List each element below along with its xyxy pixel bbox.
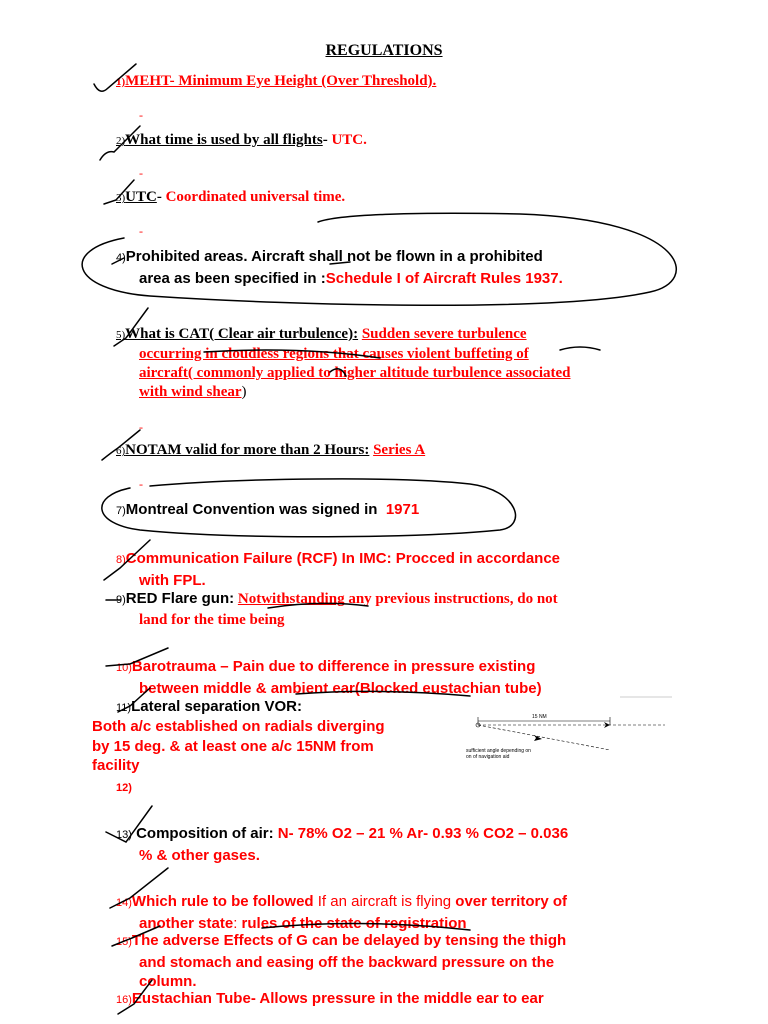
- vor-separation-diagram: [460, 705, 670, 765]
- item-number: 6): [116, 445, 126, 457]
- item-number: 2): [116, 135, 126, 147]
- item-answer: any previous instructions, do not: [344, 591, 558, 607]
- item-answer: rules of the state of registration: [241, 914, 467, 932]
- item-10: [116, 657, 542, 698]
- item-answer-line: land for the time being: [139, 611, 285, 628]
- item-question: MEHT- Minimum Eye Height (Over Threshold).: [125, 73, 437, 89]
- item-answer-mid: over territory of: [455, 893, 567, 910]
- item-answer-line: aircraft( commonly applied to higher altitude turbulence associated: [139, 365, 571, 381]
- dash-separator: -: [139, 108, 143, 122]
- item-answer-line: column.: [139, 973, 197, 990]
- item-answer-mid-2: another state: [139, 914, 234, 932]
- item-answer-line: with wind shear: [139, 384, 242, 400]
- item-question: UTC: [125, 189, 157, 205]
- item-number: 16): [116, 994, 132, 1006]
- item-15: [116, 931, 566, 992]
- item-number: 3): [116, 192, 126, 204]
- item-number: 7): [116, 505, 126, 517]
- item-answer: 1971: [385, 501, 420, 518]
- item-answer: Series A: [373, 442, 426, 458]
- item-question: Prohibited areas. Aircraft shall not be flown in a prohibited: [125, 248, 543, 265]
- item-question-cont: area as been specified in :: [139, 269, 326, 287]
- diagram-distance-label: 15 NM: [532, 714, 547, 720]
- item-answer-line: % & other gases.: [139, 846, 260, 864]
- page-title: REGULATIONS: [325, 42, 443, 59]
- item-number: 14): [116, 897, 132, 909]
- item-answer-line: Both a/c established on radials diverging: [92, 718, 385, 735]
- item-11: [116, 697, 302, 719]
- item-number: 5): [116, 329, 126, 341]
- item-16: [116, 989, 544, 1011]
- item-tail: ): [241, 384, 247, 400]
- diagram-aircraft-2: [534, 735, 542, 741]
- item-number: 1): [116, 76, 126, 88]
- diagram-angle-label-2: on of navigation aid: [466, 754, 510, 760]
- item-number: 4): [116, 252, 126, 264]
- item-separator: -: [156, 189, 162, 205]
- item-number: 10): [116, 662, 132, 674]
- item-11-answer: [92, 717, 385, 776]
- item-answer: Sudden severe turbulence: [361, 326, 527, 342]
- item-question: What time is used by all flights: [125, 132, 323, 148]
- item-answer-line: between middle & ambient ear(Blocked eustachian tube): [139, 679, 542, 697]
- item-answer: Communication Failure (RCF) In IMC: Procced in accordance: [125, 550, 561, 567]
- item-question: RED Flare gun:: [125, 590, 235, 607]
- diagram-radial-2: [478, 725, 610, 750]
- item-question: Montreal Convention was signed in: [125, 501, 378, 518]
- item-7: [116, 500, 419, 522]
- item-9: [116, 589, 558, 630]
- item-answer-line: occurring in cloudless regions that causes violent buffeting of: [139, 346, 529, 362]
- item-answer-line: facility: [92, 757, 140, 774]
- item-number: 13): [116, 829, 132, 841]
- item-number: 8): [116, 554, 126, 566]
- item-number: 11): [116, 702, 132, 714]
- item-answer: Schedule I of Aircraft Rules 1937.: [325, 269, 563, 287]
- diagram-angle-label: sufficient angle depending on: [466, 748, 531, 754]
- item-question: NOTAM valid for more than 2 Hours:: [125, 442, 370, 458]
- item-8: [116, 549, 560, 590]
- item-answer: Eustachian Tube- Allows pressure in the middle ear to ear: [131, 990, 544, 1007]
- item-answer: N- 78% O2 – 21 % Ar- 0.93 % CO2 – 0.036: [277, 825, 569, 842]
- item-separator: -: [322, 132, 328, 148]
- item-13: [116, 824, 568, 865]
- item-colon: :: [233, 914, 242, 932]
- item-answer: The adverse Effects of G can be delayed by tensing the thigh: [131, 932, 567, 949]
- item-question: Which rule to be followed: [131, 893, 314, 910]
- item-6: [116, 441, 425, 461]
- item-question-mid: If an aircraft is flying: [313, 893, 456, 910]
- item-1: [116, 72, 436, 92]
- item-5: [116, 325, 571, 402]
- item-12: 12): [116, 782, 132, 794]
- item-answer-line: and stomach and easing off the backward pressure on the: [139, 953, 555, 971]
- dash-separator: -: [139, 166, 143, 180]
- item-answer: Coordinated universal time.: [165, 189, 346, 205]
- dash-separator: -: [139, 420, 143, 434]
- item-question: Composition of air:: [136, 825, 274, 842]
- item-number: 9): [116, 594, 126, 606]
- item-answer-line: with FPL.: [139, 571, 206, 589]
- item-number: 15): [116, 936, 132, 948]
- dash-separator: -: [139, 224, 143, 238]
- item-answer-underlined: Notwithstanding: [237, 591, 345, 607]
- item-4: [116, 247, 563, 288]
- item-answer-line: by 15 deg. & at least one a/c 15NM from: [92, 737, 374, 755]
- item-2: [116, 131, 367, 151]
- item-question: What is CAT( Clear air turbulence):: [125, 326, 359, 342]
- item-3: [116, 188, 345, 208]
- item-answer: UTC.: [331, 132, 367, 148]
- item-14: [116, 892, 567, 933]
- item-question: Lateral separation VOR:: [131, 698, 302, 715]
- dash-separator: -: [139, 477, 143, 491]
- item-answer: Barotrauma – Pain due to difference in pressure existing: [131, 658, 536, 675]
